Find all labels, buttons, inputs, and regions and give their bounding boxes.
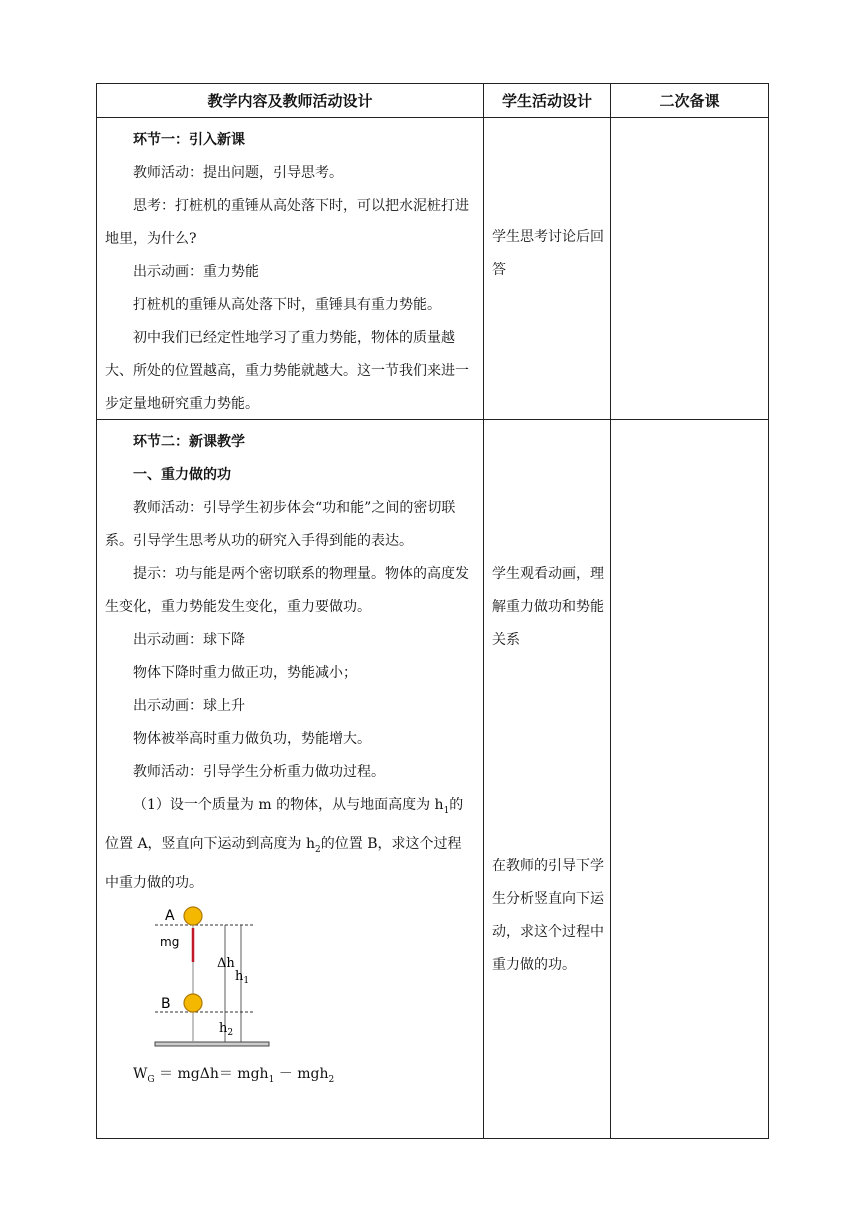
section1-line: 教师活动：提出问题，引导思考。 <box>133 165 343 181</box>
section2-student-activity-2: 在教师的引导下学生分析竖直向下运动，求这个过程中重力做的功。 <box>492 858 604 973</box>
formula-w: W <box>133 1065 148 1082</box>
question-part-b: 的位置 A，竖直向下运动到高度为 h <box>105 797 464 852</box>
ground-plate <box>155 1042 269 1046</box>
question-part-c: 的位置 B，求这个过程中重力做的功。 <box>105 835 462 891</box>
section2-line: 物体下降时重力做正功，势能减小； <box>133 665 357 681</box>
lesson-plan-table <box>96 83 769 1139</box>
section1-line: 初中我们已经定性地学习了重力势能，物体的质量越大、所处的位置越高，重力势能就越大。这一节我们来进一步定量地研究重力势能。 <box>105 330 469 412</box>
section2-line: 教师活动：引导学生初步体会“功和能”之间的密切联系。引导学生思考从功的研究入手得到能的表达。 <box>105 500 456 549</box>
section1-row <box>97 118 769 420</box>
section1-line: 思考：打桩机的重锤从高处落下时，可以把水泥桩打进地里，为什么? <box>105 198 469 247</box>
label-h1-sub: 1 <box>243 975 250 986</box>
section1-title: 环节一：引入新课 <box>133 132 245 148</box>
label-h2 <box>219 1021 233 1038</box>
label-delta-h: Δh <box>217 955 235 971</box>
section1-line: 打桩机的重锤从高处落下时，重锤具有重力势能。 <box>133 297 441 313</box>
work-formula <box>105 1058 475 1097</box>
table-header-row <box>97 84 769 118</box>
section1-student-activity: 学生思考讨论后回答 <box>492 229 604 278</box>
label-h2-sub: 2 <box>227 1027 234 1038</box>
falling-ball-figure <box>149 904 273 1054</box>
header-teaching-content: 教学内容及教师活动设计 <box>97 84 484 118</box>
formula-sub1: 1 <box>268 1074 275 1085</box>
section2-subtitle: 一、重力做的功 <box>133 467 231 483</box>
question-part-a: （1）设一个质量为 m 的物体，从与地面高度为 h <box>133 797 444 813</box>
section2-line: 出示动画：球下降 <box>133 632 245 648</box>
label-a: A <box>165 907 175 924</box>
formula-sub2: 2 <box>328 1074 335 1085</box>
section2-line: 物体被举高时重力做负功，势能增大。 <box>133 731 371 747</box>
section2-line: 教师活动：引导学生分析重力做功过程。 <box>133 764 385 780</box>
section1-prep-cell <box>611 118 769 420</box>
formula-g: G <box>147 1074 155 1085</box>
question-sub1: 1 <box>443 805 450 816</box>
section2-line: 出示动画：球上升 <box>133 698 245 714</box>
section2-line: 提示：功与能是两个密切联系的物理量。物体的高度发生变化，重力势能发生变化，重力要做功。 <box>105 566 469 615</box>
section1-line: 出示动画：重力势能 <box>133 264 259 280</box>
section2-content-cell <box>97 420 484 1139</box>
section1-content-cell <box>97 118 484 420</box>
section2-row <box>97 420 769 1139</box>
label-b: B <box>161 995 171 1012</box>
header-second-prep: 二次备课 <box>611 84 769 118</box>
header-student-activity: 学生活动设计 <box>484 84 611 118</box>
section1-student-cell <box>484 118 611 420</box>
formula-rest: ＝ mgΔh＝ mgh <box>159 1065 269 1082</box>
label-h1-base: h <box>235 968 244 984</box>
label-h2-base: h <box>219 1020 228 1036</box>
section2-student-cell <box>484 420 611 1139</box>
label-mg: mg <box>160 934 180 949</box>
ball-a <box>184 907 202 925</box>
question-sub2: 2 <box>315 844 321 855</box>
section2-prep-cell <box>611 420 769 1139</box>
question-text <box>105 789 475 900</box>
section2-student-activity-1: 学生观看动画，理解重力做功和势能关系 <box>492 566 604 648</box>
section2-title: 环节二：新课教学 <box>133 434 245 450</box>
formula-minus: － mgh <box>278 1065 329 1082</box>
ball-b <box>184 994 202 1012</box>
label-h1 <box>235 969 249 986</box>
figure-svg <box>149 904 273 1054</box>
